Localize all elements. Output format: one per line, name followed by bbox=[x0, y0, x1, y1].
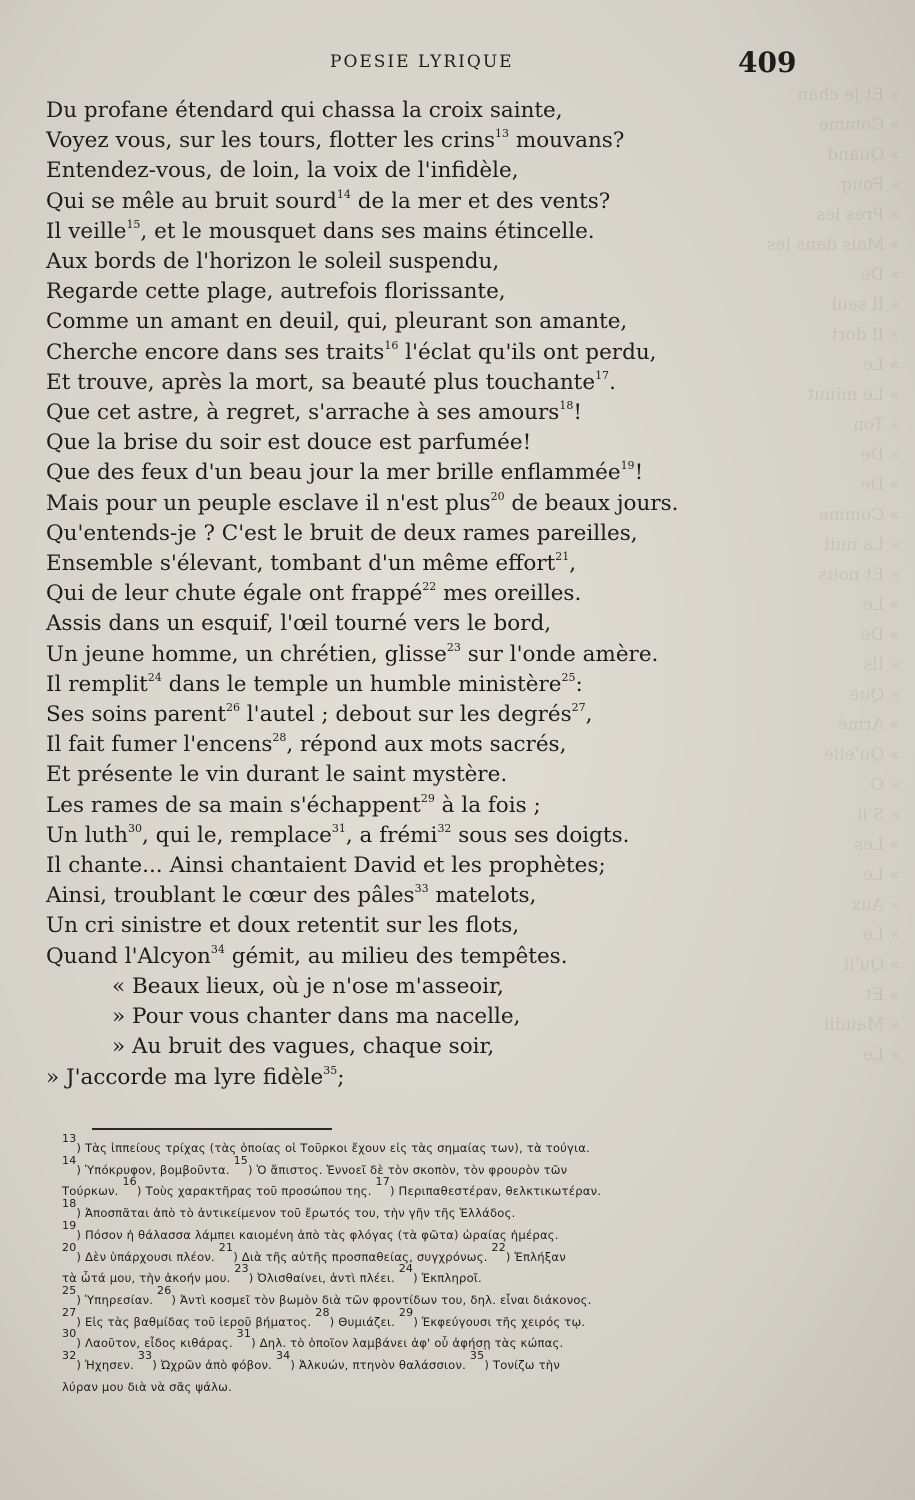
bleed-line: » Le minut bbox=[807, 385, 900, 405]
verse-line bbox=[46, 549, 746, 579]
text-run: Assis dans un esquif, l'œil tourné vers le bord, bbox=[46, 611, 552, 637]
bleed-line: » Ton bbox=[852, 415, 900, 435]
text-run: sous ses doigts. bbox=[451, 822, 630, 848]
note-ref: 22 bbox=[491, 1240, 506, 1254]
text-run: ) Λαοῦτον, εἶδος κιθάρας. bbox=[76, 1336, 237, 1351]
footnote-line bbox=[62, 1197, 822, 1225]
note-ref: 32 bbox=[62, 1349, 77, 1363]
note-ref: 15 bbox=[233, 1153, 249, 1167]
note-ref: 30 bbox=[62, 1327, 77, 1341]
text-run: ) Ἀντὶ κοσμεῖ τὸν βωμὸν διὰ τῶν φροντίδων του, δηλ. εἶναι διάκονος. bbox=[171, 1292, 592, 1307]
bleed-line: » Qu'elle bbox=[823, 745, 900, 765]
text-run: Cherche encore dans ses traits bbox=[46, 339, 385, 365]
bleed-line: » Comme bbox=[818, 115, 900, 135]
text-run: » Pour vous chanter dans ma nacelle, bbox=[112, 1004, 521, 1030]
text-run: Regarde cette plage, autrefois florissante, bbox=[46, 279, 506, 305]
verse-line bbox=[46, 881, 746, 911]
note-ref: 32 bbox=[437, 821, 452, 835]
verse-line bbox=[46, 187, 746, 217]
note-ref: 16 bbox=[384, 338, 399, 352]
note-ref: 14 bbox=[62, 1153, 77, 1167]
text-run: Mais pour un peuple esclave il n'est plus bbox=[46, 490, 491, 516]
verse-line bbox=[46, 217, 746, 247]
bleed-line: » Le bbox=[862, 925, 900, 945]
footnote-line bbox=[62, 1240, 822, 1269]
note-ref: 13 bbox=[62, 1132, 77, 1145]
note-ref: 17 bbox=[375, 1175, 390, 1189]
text-run: ) Ὁ ἄπιστος. Ἐννοεῖ δὲ τὸν σκοπὸν, τὸν φρουρὸν τῶν bbox=[248, 1162, 568, 1177]
note-ref: 19 bbox=[620, 459, 635, 473]
bleed-line: » Que bbox=[849, 685, 900, 705]
note-ref: 35 bbox=[469, 1349, 485, 1363]
text-run: dans le temple un humble ministère bbox=[161, 671, 562, 697]
note-ref: 31 bbox=[236, 1327, 252, 1341]
text-run: sur l'onde amère. bbox=[460, 641, 659, 667]
text-run: matelots, bbox=[428, 883, 537, 909]
text-run: Ses soins parent bbox=[46, 702, 226, 728]
bleed-line: » Les bbox=[854, 835, 900, 855]
text-run: ) Δηλ. τὸ ὁποῖον λαμβάνει ἀφ' οὗ ἀφήσῃ τὰς κώπας. bbox=[251, 1336, 564, 1351]
text-run: ) Θυμιάζει. bbox=[329, 1314, 399, 1329]
verse-line bbox=[46, 277, 746, 307]
text-run: ) Περιπαθεστέραν, θελκτικωτέραν. bbox=[389, 1184, 602, 1199]
note-ref: 33 bbox=[414, 882, 429, 896]
note-ref: 24 bbox=[398, 1262, 414, 1276]
text-run: de la mer et des vents? bbox=[350, 188, 611, 214]
note-ref: 24 bbox=[147, 670, 162, 684]
verse-line bbox=[46, 821, 746, 851]
text-run: Ainsi, troublant le cœur des pâles bbox=[46, 883, 415, 909]
note-ref: 31 bbox=[331, 821, 346, 835]
footnote-line bbox=[62, 1327, 822, 1355]
text-run: ) Τὰς ἱππείους τρίχας (τὰς ὁποίας οἱ Τοῦρκοι ἔχουν εἰς τὰς σημαίας των), τὰ τούγια. bbox=[76, 1141, 590, 1155]
verse-line bbox=[46, 791, 746, 821]
bleed-line: » Qu'il bbox=[843, 955, 900, 975]
text-run: ) Ὑπόκρυφον, βομβοῦντα. bbox=[76, 1162, 234, 1177]
note-ref: 19 bbox=[62, 1218, 77, 1232]
text-run: mes oreilles. bbox=[436, 581, 582, 607]
bleed-line: » Maudit bbox=[822, 1015, 900, 1035]
bleed-line: » Le bbox=[862, 355, 900, 375]
bleed-line: » Mais dans les bbox=[766, 235, 900, 255]
text-run: Que des feux d'un beau jour la mer brille enflammée bbox=[46, 460, 621, 486]
note-ref: 28 bbox=[272, 731, 287, 745]
note-ref: 13 bbox=[494, 127, 509, 141]
verse-line bbox=[46, 126, 746, 156]
verse-line bbox=[46, 730, 746, 760]
bleed-line: » Quand bbox=[827, 145, 900, 165]
text-run: ; bbox=[337, 1064, 345, 1090]
text-run: τὰ ὦτά μου, τὴν ἀκοήν μου. bbox=[62, 1271, 235, 1286]
text-run: ! bbox=[573, 400, 582, 426]
text-run: ) Ὀλισθαίνει, ἀντὶ πλέει. bbox=[248, 1271, 399, 1286]
note-ref: 27 bbox=[62, 1305, 77, 1319]
page-number: 409 bbox=[738, 46, 797, 79]
verse-line bbox=[46, 338, 746, 368]
verse-line bbox=[46, 579, 746, 609]
note-ref: 33 bbox=[137, 1349, 153, 1363]
text-run: ) Ἠχησεν. bbox=[76, 1358, 138, 1373]
bleed-line: » Aux bbox=[851, 895, 900, 915]
footnote-line bbox=[62, 1349, 822, 1377]
text-run: ) Πόσον ἡ θάλασσα λάμπει καιομένη ἀπὸ τὰς φλόγας (τὰ φῶτα) ὡραίας ἡμέρας. bbox=[76, 1227, 559, 1242]
text-run: ) Ἀποσπᾶται ἀπὸ τὸ ἀντικείμενον τοῦ ἔρωτός του, τὴν γῆν τῆς Ἑλλάδος. bbox=[76, 1206, 516, 1221]
text-run: ) Ἐπλήξαν bbox=[505, 1249, 566, 1264]
verse-line bbox=[46, 1032, 746, 1062]
text-run: Et trouve, après la mort, sa beauté plus touchante bbox=[46, 369, 596, 395]
footnote-line bbox=[62, 1305, 822, 1334]
text-run: ) Ὑπηρεσίαν. bbox=[76, 1292, 158, 1307]
text-run: , qui le, remplace bbox=[142, 822, 332, 848]
text-run: » Au bruit des vagues, chaque soir, bbox=[112, 1034, 495, 1060]
text-run: ) Δὲν ὑπάρχουσι πλέον. bbox=[76, 1249, 219, 1264]
text-run: , et le mousquet dans ses mains étincelle. bbox=[140, 218, 595, 244]
text-run: gémit, au milieu des tempêtes. bbox=[224, 943, 568, 969]
bleed-line: » De bbox=[860, 265, 900, 285]
text-run: , bbox=[585, 702, 593, 728]
verse-line bbox=[46, 640, 746, 670]
verse-line bbox=[46, 96, 746, 126]
verse-line bbox=[46, 519, 746, 549]
text-run: ) Τονίζω τὴν bbox=[484, 1358, 560, 1373]
text-run: de beaux jours. bbox=[504, 490, 679, 516]
note-ref: 23 bbox=[234, 1262, 249, 1276]
footnote-line bbox=[62, 1377, 822, 1399]
note-ref: 25 bbox=[62, 1283, 77, 1297]
text-run: , bbox=[569, 551, 577, 577]
text-run: Un cri sinistre et doux retentit sur les flots, bbox=[46, 913, 520, 939]
note-ref: 34 bbox=[210, 942, 225, 956]
bleed-line: » Comme bbox=[818, 505, 900, 525]
verse-line bbox=[46, 1063, 746, 1093]
verse-line bbox=[46, 428, 746, 458]
text-run: Ensemble s'élevant, tombant d'un même effort bbox=[46, 551, 556, 577]
verse-line bbox=[46, 851, 746, 881]
bleed-line: » Et bbox=[864, 985, 900, 1005]
text-run: l'éclat qu'ils ont perdu, bbox=[398, 339, 657, 365]
text-run: Entendez-vous, de loin, la voix de l'infidèle, bbox=[46, 158, 519, 184]
text-run: Voyez vous, sur les tours, flotter les crins bbox=[46, 128, 495, 154]
note-ref: 23 bbox=[446, 640, 461, 654]
footnote-line bbox=[62, 1153, 822, 1182]
bleed-line: » Ils bbox=[863, 655, 900, 675]
verse-line bbox=[46, 760, 746, 790]
footnote-line bbox=[62, 1175, 822, 1203]
note-ref: 34 bbox=[275, 1349, 291, 1363]
note-ref: 20 bbox=[490, 489, 505, 503]
bleed-line: » Il seul bbox=[831, 295, 900, 315]
text-run: Qui se mêle au bruit sourd bbox=[46, 188, 337, 214]
note-ref: 16 bbox=[122, 1175, 137, 1189]
text-run: Un jeune homme, un chrétien, glisse bbox=[46, 641, 447, 667]
bleed-through-text bbox=[760, 80, 900, 1130]
text-run: , a frémi bbox=[345, 822, 438, 848]
text-run: λύραν μου διὰ νὰ σᾶς ψάλω. bbox=[62, 1379, 232, 1394]
text-run: Il remplit bbox=[46, 671, 148, 697]
bleed-line: » De bbox=[860, 625, 900, 645]
text-run: Et présente le vin durant le saint mystère. bbox=[46, 762, 508, 788]
note-ref: 17 bbox=[595, 368, 610, 382]
verse-line bbox=[46, 156, 746, 186]
bleed-line: » Le bbox=[862, 865, 900, 885]
text-run: ) Ἀλκυών, πτηνὸν θαλάσσιον. bbox=[290, 1358, 470, 1373]
verse-line bbox=[46, 911, 746, 941]
note-ref: 14 bbox=[336, 187, 351, 201]
note-ref: 15 bbox=[126, 217, 141, 231]
note-ref: 29 bbox=[420, 791, 435, 805]
bleed-line: » De bbox=[860, 475, 900, 495]
text-run: Il chante... Ainsi chantaient David et les prophètes; bbox=[46, 853, 606, 879]
verse-line bbox=[46, 1002, 746, 1032]
bleed-line: » De bbox=[860, 445, 900, 465]
bleed-line: » O bbox=[870, 775, 900, 795]
text-run: ) Διὰ τῆς αὐτῆς προσπαθείας, συγχρόνως. bbox=[233, 1249, 492, 1264]
footnote-divider bbox=[92, 1128, 332, 1130]
footnote-line bbox=[62, 1218, 822, 1247]
text-run: à la fois ; bbox=[434, 792, 541, 818]
text-run: Un luth bbox=[46, 822, 129, 848]
text-run: Aux bords de l'horizon le soleil suspendu, bbox=[46, 249, 500, 275]
bleed-line: » La nuit bbox=[823, 535, 900, 555]
verse-line bbox=[46, 307, 746, 337]
note-ref: 21 bbox=[555, 550, 570, 564]
text-run: Qui de leur chute égale ont frappé bbox=[46, 581, 423, 607]
text-run: . bbox=[609, 369, 616, 395]
note-ref: 20 bbox=[62, 1240, 77, 1254]
note-ref: 29 bbox=[398, 1305, 414, 1319]
running-title: POESIE LYRIQUE bbox=[330, 52, 514, 72]
bleed-line: » Le bbox=[862, 595, 900, 615]
text-run: ) Ὠχρῶν ἀπὸ φόβον. bbox=[152, 1358, 276, 1373]
bleed-line: » Et nous bbox=[818, 565, 900, 585]
text-run: Que la brise du soir est douce est parfumée! bbox=[46, 430, 532, 456]
text-run: Que cet astre, à regret, s'arrache à ses amours bbox=[46, 400, 560, 426]
bleed-line: » Il dort bbox=[830, 325, 900, 345]
verse-line bbox=[46, 458, 746, 488]
text-run: Du profane étendard qui chassa la croix sainte, bbox=[46, 98, 563, 123]
footnote-line bbox=[62, 1262, 822, 1290]
text-run: ) Ἐκπληροῖ. bbox=[413, 1271, 482, 1286]
bleed-line: » Le bbox=[862, 1045, 900, 1065]
verse-line bbox=[46, 398, 746, 428]
text-run: : bbox=[575, 671, 583, 697]
verse-line bbox=[46, 700, 746, 730]
bleed-line: » Et je chan bbox=[797, 85, 900, 105]
text-run: Comme un amant en deuil, qui, pleurant son amante, bbox=[46, 309, 628, 335]
text-run: ) Τοὺς χαρακτῆρας τοῦ προσώπου της. bbox=[136, 1184, 376, 1199]
text-run: ! bbox=[634, 460, 644, 486]
text-run: l'autel ; debout sur les degrés bbox=[239, 702, 572, 728]
text-run: » J'accorde ma lyre fidèle bbox=[46, 1064, 324, 1090]
note-ref: 30 bbox=[128, 821, 143, 835]
verse-line bbox=[46, 942, 746, 972]
text-run: Quand l'Alcyon bbox=[46, 943, 211, 969]
text-run: Τούρκων. bbox=[62, 1184, 123, 1199]
verse-line bbox=[46, 670, 746, 700]
footnotes bbox=[62, 1132, 822, 1398]
verse-line bbox=[46, 972, 746, 1002]
text-run: Qu'entends-je ? C'est le bruit de deux rames pareilles, bbox=[46, 520, 638, 546]
note-ref: 26 bbox=[225, 701, 240, 715]
note-ref: 22 bbox=[422, 580, 437, 594]
text-run: « Beaux lieux, où je n'ose m'asseoir, bbox=[112, 973, 504, 999]
note-ref: 35 bbox=[323, 1063, 338, 1077]
verse-line bbox=[46, 247, 746, 277]
text-run: Il fait fumer l'encens bbox=[46, 732, 273, 758]
note-ref: 28 bbox=[315, 1305, 330, 1319]
verse-line bbox=[46, 609, 746, 639]
note-ref: 18 bbox=[62, 1197, 77, 1211]
footnote-line bbox=[62, 1283, 822, 1312]
text-run: mouvans? bbox=[508, 128, 625, 154]
note-ref: 25 bbox=[561, 670, 576, 684]
poem-body bbox=[46, 96, 746, 1093]
bleed-line: » Foug bbox=[841, 175, 900, 195]
note-ref: 21 bbox=[218, 1240, 234, 1254]
bleed-line: » Armé bbox=[837, 715, 900, 735]
text-run: Il veille bbox=[46, 218, 127, 244]
verse-line bbox=[46, 368, 746, 398]
text-run: ) Εἰς τὰς βαθμίδας τοῦ ἱεροῦ βήματος. bbox=[76, 1314, 316, 1329]
note-ref: 18 bbox=[559, 399, 574, 413]
note-ref: 26 bbox=[157, 1283, 172, 1297]
verse-line bbox=[46, 489, 746, 519]
text-run: ) Ἐκφεύγουσι τῆς χειρός τῳ. bbox=[413, 1314, 586, 1329]
text-run: , répond aux mots sacrés, bbox=[286, 732, 567, 758]
bleed-line: » S'il bbox=[857, 805, 900, 825]
bleed-line: » Pres les bbox=[816, 205, 900, 225]
footnote-line bbox=[62, 1132, 822, 1160]
text-run: Les rames de sa main s'échappent bbox=[46, 792, 421, 818]
note-ref: 27 bbox=[571, 701, 586, 715]
